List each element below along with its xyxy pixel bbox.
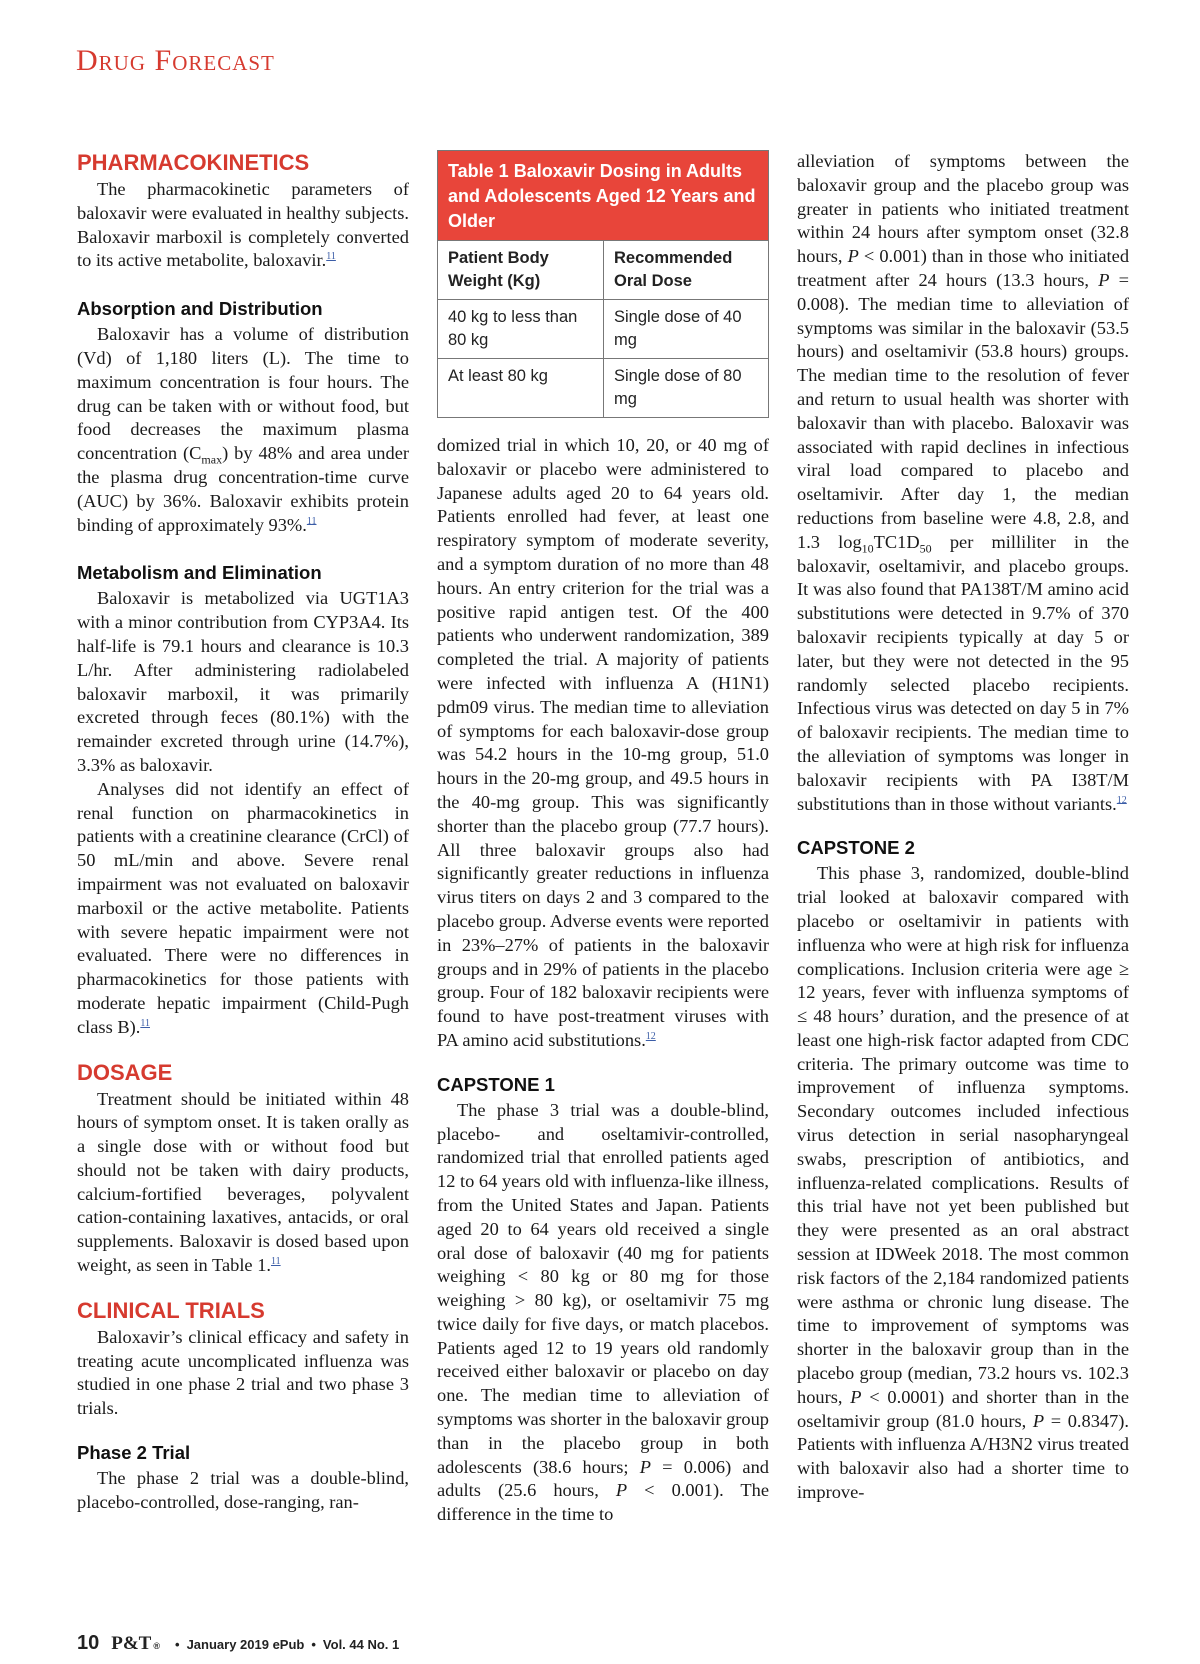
table-title: Table 1 Baloxavir Dosing in Adults and Adolescents Aged 12 Years and Older bbox=[438, 151, 768, 240]
heading-phase2: Phase 2 Trial bbox=[77, 1442, 191, 1464]
paragraph-pk-intro: The pharmacokinetic parameters of baloxavir were evaluated in healthy subjects. Baloxavir marboxil is completely converted to its active metabolite, baloxavir.$^{11}$ bbox=[77, 179, 409, 271]
column-1 bbox=[77, 150, 409, 1515]
heading-dosage: DOSAGE bbox=[77, 1059, 173, 1085]
paragraph-phase2-continued: domized trial in which 10, 20, or 40 mg of baloxavir or placebo were administered to Japanese adults aged 20 to 64 years old. Patients enrolled had fever, at least one respiratory symptom of moderate severity, and a symptom duration of no more than 48 hours. An entry criterion for the trial was a positive rapid antigen test. Of the 400 patients who underwent randomization, 389 completed the trial. A majority of patients were infected with influenza A (H1N1) pdm09 virus. The median time to alleviation of symptoms for each baloxavir-dose group was 54.2 hours in the 10-mg group, 51.0 hours in the 20-mg group, and 49.5 hours in the 40-mg group. This was significantly shorter than the placebo group (77.7 hours). All three baloxavir groups also had significantly greater reductions in influenza virus titers on days 2 and 3 compared to the placebo group. Adverse events were reported in 23%–27% of patients in the baloxavir groups and in 29% of patients in the placebo group. Four of 182 baloxavir recipients were found to have post-treatment viruses with PA amino acid substitutions.$^{12}$ bbox=[437, 435, 769, 1050]
column-3 bbox=[797, 150, 1129, 1505]
registered-mark: ® bbox=[153, 1641, 160, 1651]
reference-link[interactable]: 12 bbox=[645, 1030, 656, 1042]
paragraph-capstone-2: This phase 3, randomized, double-blind trial looked at baloxavir compared with placebo or oseltamivir in patients with influenza who were at high risk for influenza complications. Inclusion criteria were age ≥ 12 years, fever with influenza symptoms of ≤ 48 hours’ duration, and the presence of at least one high-risk factor adapted from CDC criteria. The primary outcome was time to improvement of influenza symptoms. Secondary outcomes included infectious virus detection in serial nasopharyngeal swabs, prescription of antibiotics, and influenza-related complications. Results of this trial have not yet been published but they were presented as an oral abstract session at IDWeek 2018. The most common risk factors of the 2,184 randomized patients were asthma or chronic lung disease. The time to improvement of symptoms was shorter in the baloxavir group than in the placebo group (median, 73.2 hours vs. 102.3 hours, P < 0.0001) and shorter than in the oseltamivir group (81.0 hours, P = 0.8347). Patients with influenza A/H3N2 virus treated with baloxavir also had a shorter time to improve- bbox=[797, 863, 1130, 1503]
reference-link[interactable]: 11 bbox=[270, 1255, 281, 1267]
volume-info: Vol. 44 No. 1 bbox=[322, 1637, 400, 1652]
paragraph-dosage: Treatment should be initiated within 48 hours of symptom onset. It is taken orally as a single dose with or without food but should not be taken with dairy products, calcium-fortified beverages, polyvalent cation-containing laxatives, antacids, or oral supplements. Baloxavir is dosed based upon weight, as seen in Table 1.11 bbox=[77, 1088, 409, 1276]
reference-link[interactable]: 12 bbox=[1116, 794, 1127, 806]
column-2 bbox=[437, 150, 769, 1527]
separator: • bbox=[311, 1637, 316, 1652]
paragraph-absorption: Baloxavir has a volume of distribution (Vd) of 1,180 liters (L). The time to maximum concentration is four hours. The drug can be taken with or without food, but food decreases the maximum plasma concentration $(C_{max})$ by 48% and area under the plasma drug concentration-time curve (AUC) by 36%. Baloxavir exhibits protein binding of approximately 93%.$^{11}$ bbox=[77, 324, 409, 535]
paragraph-capstone-1-continued: alleviation of symptoms between the baloxavir group and the placebo group was greater in patients who initiated treatment within 24 hours after symptom onset (32.8 hours, P < 0.001) than in those who initiated treatment after 24 hours (13.3 hours, P = 0.008). The median time to alleviation of symptoms was similar in the baloxavir (53.5 hours) and oseltamivir (53.8 hours) groups. The median time to the resolution of fever and return to usual health was shorter with baloxavir than with placebo. Baloxavir was associated with rapid declines in infectious viral load compared to placebo and oseltamivir. After day 1, the median reductions from baseline were 4.8, 2.8, and 1.3 $\log_{10}TC1D_{50}$ per milliliter in the baloxavir, oseltamivir, and placebo groups. It was also found that PA138T/M amino acid substitutions were detected in 9.7% of 370 baloxavir recipients typically at day 5 or later, but they were not detected in the 95 randomly selected placebo recipients. Infectious virus was detected on day 5 in 7% of baloxavir recipients. The median time to the alleviation of symptoms was longer in baloxavir recipients with PA I38T/M substitutions than in those without variants.$^{12}$ bbox=[797, 151, 1130, 814]
running-head: Drug Forecast bbox=[76, 44, 275, 77]
table-header-cell: Patient Body Weight (Kg) bbox=[448, 249, 549, 290]
heading-metabolism: Metabolism and Elimination bbox=[77, 562, 322, 584]
heading-capstone-2: CAPSTONE 2 bbox=[797, 837, 915, 859]
table-row bbox=[438, 299, 768, 358]
table-cell: Single dose of 40 mg bbox=[603, 300, 768, 358]
reference-link[interactable]: 11 bbox=[140, 1017, 150, 1029]
table-cell: At least 80 kg bbox=[448, 367, 548, 385]
reference-link[interactable]: 11 bbox=[326, 251, 336, 263]
heading-pharmacokinetics: PHARMACOKINETICS bbox=[77, 150, 310, 175]
journal-name: P&T bbox=[111, 1633, 152, 1654]
heading-absorption: Absorption and Distribution bbox=[77, 298, 323, 320]
page-footer bbox=[77, 1632, 399, 1655]
table-cell: 40 kg to less than 80 kg bbox=[448, 308, 578, 349]
table-cell: Single dose of 80 mg bbox=[603, 359, 768, 417]
heading-capstone-1: CAPSTONE 1 bbox=[437, 1073, 555, 1095]
reference-link[interactable]: 11 bbox=[306, 515, 317, 527]
issue-date: January 2019 ePub bbox=[186, 1637, 305, 1652]
page-number: 10 bbox=[77, 1632, 100, 1654]
table-1 bbox=[437, 150, 769, 418]
separator: • bbox=[175, 1637, 180, 1652]
paragraph-metabolism: Baloxavir is metabolized via UGT1A3 with a minor contribution from CYP3A4. Its half-life is 79.1 hours and clearance is 10.3 L/hr. After administering radiolabeled baloxavir marboxil, it was primarily excreted through feces (80.1%) with the remainder excreted through urine (14.7%), 3.3% as baloxavir. bbox=[77, 588, 409, 775]
table-header-cell: Recommended Oral Dose bbox=[603, 241, 768, 299]
table-row bbox=[438, 358, 768, 417]
heading-clinical-trials: CLINICAL TRIALS bbox=[77, 1297, 265, 1323]
table-header-row bbox=[438, 240, 768, 299]
paragraph-phase2: The phase 2 trial was a double-blind, placebo-controlled, dose-ranging, ran- bbox=[77, 1468, 409, 1512]
paragraph-capstone-1: The phase 3 trial was a double-blind, placebo- and oseltamivir-controlled, randomized trial that enrolled patients aged 12 to 64 years old with influenza-like illness, from the United States and Japan. Patients aged 20 to 64 years old received a single oral dose of baloxavir (40 mg for patients weighing < 80 kg or 80 mg for those weighing > 80 kg), or oseltamivir 75 mg twice daily for five days, or match placebos. Patients aged 12 to 19 years old randomly received either baloxavir or placebo on day one. The median time to alleviation of symptoms was shorter in the baloxavir group than in the placebo group in both adolescents (38.6 hours; P = 0.006) and adults (25.6 hours, P < 0.001). The difference in the time to bbox=[437, 1099, 770, 1525]
paragraph-clinical-trials: Baloxavir’s clinical efficacy and safety in treating acute uncomplicated influenza was studied in one phase 2 trial and two phase 3 trials. bbox=[77, 1326, 409, 1419]
paragraph-renal: Analyses did not identify an effect of renal function on pharmacokinetics in patients with a creatinine clearance (CrCl) of 50 mL/min and above. Severe renal impairment was not evaluated on baloxavir marboxil or the active metabolite. Patients with severe hepatic impairment were not evaluated. There were no differences in pharmacokinetics for those patients with moderate hepatic impairment (Child-Pugh class B).$^{11}$ bbox=[77, 778, 409, 1037]
